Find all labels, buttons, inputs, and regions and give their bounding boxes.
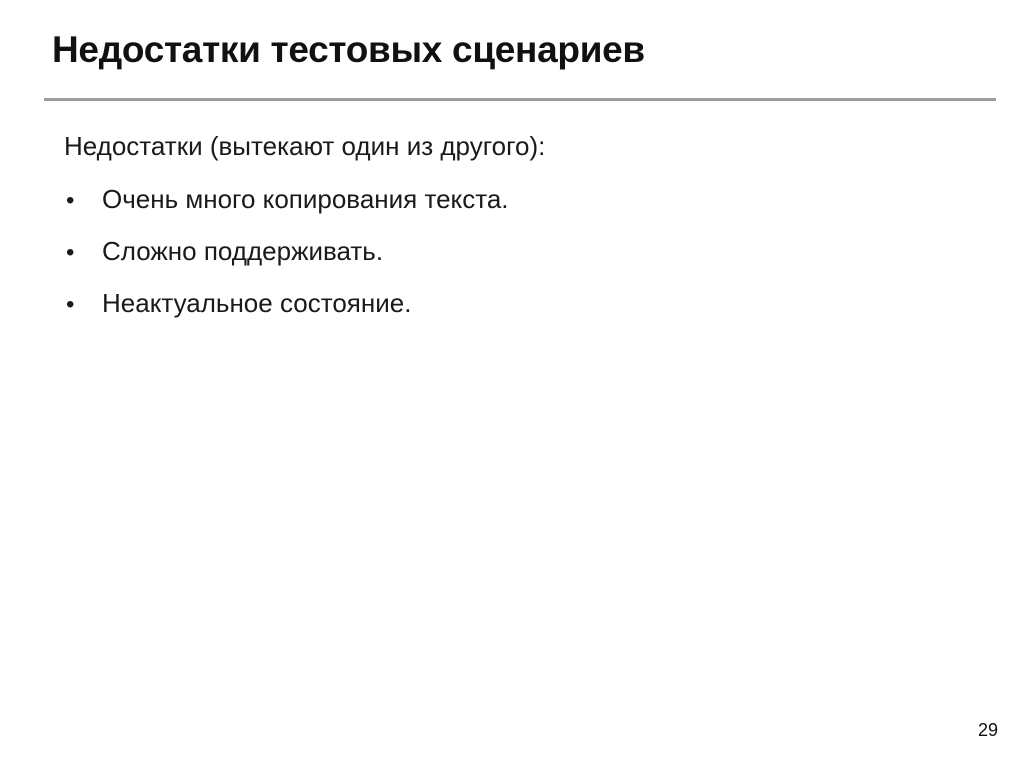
intro-text: Недостатки (вытекают один из другого): — [64, 131, 546, 161]
bullet-list — [64, 174, 964, 330]
bullet-icon: • — [66, 291, 75, 318]
bullet-icon: • — [66, 187, 75, 214]
bullet-text: Очень много копирования текста. — [102, 184, 509, 214]
bullet-text: Сложно поддерживать. — [102, 236, 384, 266]
title-divider — [44, 98, 996, 101]
bullet-icon: • — [66, 239, 75, 266]
bullet-item — [64, 278, 964, 330]
page-number: 29 — [977, 720, 998, 740]
bullet-item — [64, 174, 964, 226]
bullet-item — [64, 226, 964, 278]
bullet-text: Неактуальное состояние. — [102, 288, 412, 318]
slide-title: Недостатки тестовых сценариев — [52, 29, 645, 70]
slide-body — [64, 124, 964, 330]
